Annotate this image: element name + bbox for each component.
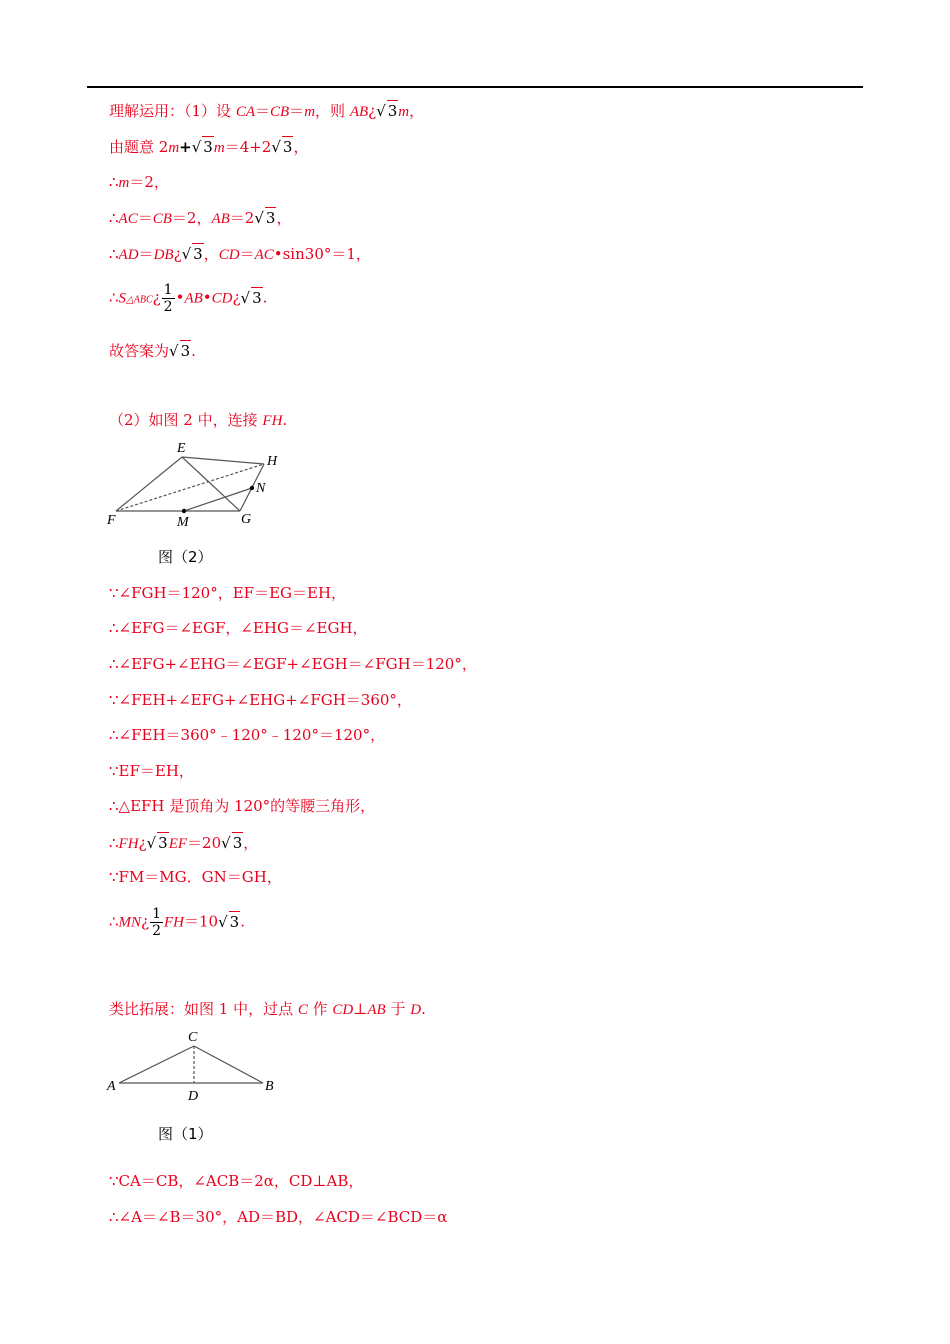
p1-line3: ∴m＝2， (109, 173, 169, 191)
p2-heading: （2）如图 2 中，连接 FH. (109, 411, 288, 429)
p3-heading: 类比拓展：如图 1 中，过点 C 作 CD⊥AB 于 D. (109, 1000, 426, 1018)
p2-line7: ∴△EFH 是顶角为 120°的等腰三角形， (109, 797, 376, 815)
p1-line2: 由题意 2m+√ 3m＝4+2√ 3， (109, 138, 309, 156)
segment-FH-dashed (116, 464, 264, 511)
p3-line1: ∵CA＝CB，∠ACB＝2α，CD⊥AB， (109, 1172, 364, 1190)
label-E: E (177, 441, 186, 456)
p2-line4: ∵∠FEH+∠EFG+∠EHG+∠FGH＝360°， (109, 691, 412, 709)
figure-2-caption: 图（2） (158, 548, 213, 566)
p2-line2: ∴∠EFG＝∠EGF，∠EHG＝∠EGH， (109, 619, 368, 637)
figure-1 (100, 1024, 290, 1106)
p2-line1: ∵∠FGH＝120°，EF＝EG＝EH， (109, 584, 347, 602)
label-B: B (265, 1079, 274, 1094)
p2-line5: ∴∠FEH＝360°﹣120°﹣120°＝120°， (109, 726, 386, 744)
p1-line1: 理解运用：（1）设 CA＝CB＝m，则 AB¿√ 3m， (109, 102, 425, 120)
p1-line6: ∴S△ABC¿ $\frac{1}{2}$ •AB•CD¿√ 3. (109, 282, 268, 315)
figure-2 (100, 436, 290, 532)
p3-line2: ∴∠A＝∠B＝30°，AD＝BD，∠ACD＝∠BCD＝α (109, 1208, 448, 1226)
point-M (182, 509, 186, 513)
p2-line6: ∵EF＝EH， (109, 762, 194, 780)
segment-EF (116, 457, 182, 511)
p1-line5: ∴AD＝DB¿√ 3，CD＝AC•sin30°＝1， (109, 245, 371, 263)
figure-1-caption: 图（1） (158, 1125, 213, 1143)
label-G: G (241, 512, 252, 527)
sqrt: √ 3 (376, 102, 398, 120)
label-A: A (107, 1079, 116, 1094)
header-rule (87, 86, 863, 88)
p1-line7: 故答案为√ 3. (109, 342, 196, 360)
point-N (250, 486, 254, 490)
label-H: H (267, 454, 278, 469)
segment-CB (194, 1046, 263, 1083)
segment-EH (182, 457, 264, 464)
label-F: F (107, 513, 116, 528)
p2-line3: ∴∠EFG+∠EHG＝∠EGF+∠EGH＝∠FGH＝120°， (109, 655, 477, 673)
fraction: $\frac{1}{2}$ (152, 906, 162, 939)
p1-line4: ∴AC＝CB＝2，AB＝2√ 3， (109, 209, 292, 227)
label-M: M (177, 515, 189, 530)
segment-AC (119, 1046, 194, 1083)
label-N: N (256, 481, 266, 496)
label-D: D (188, 1089, 199, 1104)
p2-line9: ∵FM＝MG．GN＝GH， (109, 868, 282, 886)
p2-line8: ∴FH¿√ 3EF＝20√ 3， (109, 834, 259, 852)
segment-EG (182, 457, 240, 511)
label-C: C (188, 1030, 198, 1045)
fraction: $\frac{1}{2}$ (163, 282, 173, 315)
p2-line10: ∴MN¿ $\frac{1}{2}$ FH＝10√ 3. (109, 906, 245, 939)
